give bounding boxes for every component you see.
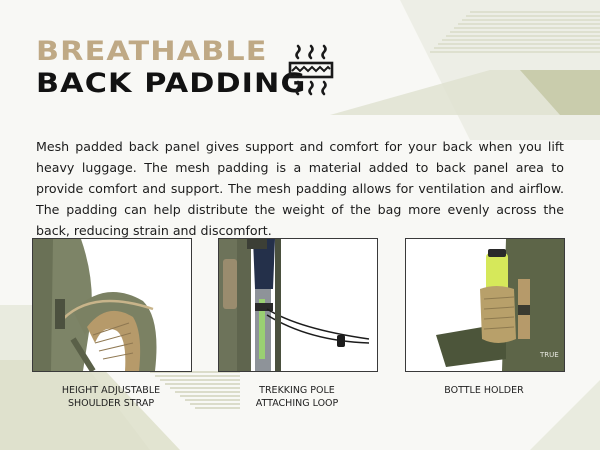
shoulder-strap-photo (32, 238, 192, 372)
breathable-heat-waves-icon (288, 44, 334, 96)
title-line-2: BACK PADDING (36, 68, 307, 99)
photo-brand-text: TRUE (540, 351, 559, 359)
bottle-holder-photo (405, 238, 565, 372)
caption-line: TREKKING POLE (259, 385, 335, 396)
caption-line: SHOULDER STRAP (67, 398, 155, 409)
caption-shoulder-strap (21, 384, 201, 410)
caption-trekking-pole (207, 384, 387, 410)
description-paragraph: Mesh padded back panel gives support and comfort for your back when you lift heavy luggage. The mesh padding is a material added to back panel area to provide comfort and support. The mesh padding allows for ventilation and airflow. The padding can help distribute the weight of the bag more evenly across the back, reducing strain and discomfort. (36, 138, 564, 238)
caption-bottle-holder (394, 384, 574, 397)
title-line-1: BREATHABLE (36, 36, 268, 67)
trekking-pole-photo (218, 238, 378, 372)
caption-line: ATTACHING LOOP (255, 398, 339, 409)
caption-line: BOTTLE HOLDER (444, 385, 524, 396)
caption-line: HEIGHT ADJUSTABLE (61, 385, 161, 396)
